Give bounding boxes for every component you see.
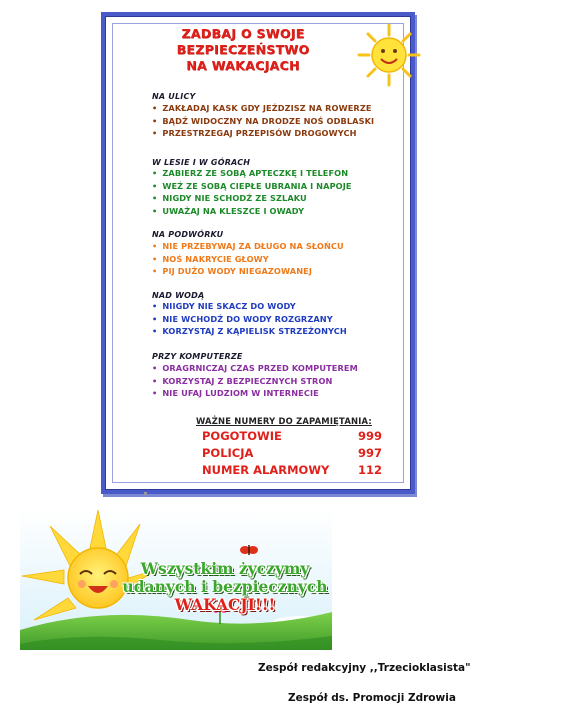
section-heading-forest: W LESIE I W GÓRACH	[152, 158, 251, 167]
list-item: • ZAKŁADAJ KASK GDY JEŹDZISZ NA ROWERZE	[152, 102, 374, 115]
section-list-street	[152, 102, 374, 140]
section-list-computer	[152, 362, 358, 400]
poster-title	[128, 26, 358, 74]
number-label: POGOTOWIE	[202, 429, 282, 443]
banner-line-3: WAKACJI!!!	[174, 595, 276, 614]
section-heading-computer: PRZY KOMPUTERZE	[152, 352, 243, 361]
section-list-forest	[152, 167, 352, 217]
list-item: • ZABIERZ ZE SOBĄ APTECZKĘ I TELEFON	[152, 167, 352, 180]
list-item: • PIJ DUŻO WODY NIEGAZOWANEJ	[152, 265, 344, 278]
list-item: • BĄDŹ WIDOCZNY NA DRODZE NOŚ ODBLASKI	[152, 115, 374, 128]
number-label: POLICJA	[202, 446, 254, 460]
list-item: • KORZYSTAJ Z BEZPIECZNYCH STRON	[152, 375, 358, 388]
number-value: 112	[357, 463, 382, 477]
list-item: • NOŚ NAKRYCIE GŁOWY	[152, 253, 344, 266]
list-item: • NIE WCHODŹ DO WODY ROZGRZANY	[152, 313, 347, 326]
banner-greeting	[90, 560, 360, 614]
number-value: 997	[357, 446, 382, 460]
poster-title-line-2: BEZPIECZEŃSTWO	[176, 42, 310, 57]
credit-health-team: Zespół ds. Promocji Zdrowia	[288, 692, 456, 704]
list-item: • WEŹ ZE SOBĄ CIEPŁE UBRANIA I NAPOJE	[152, 180, 352, 193]
banner-line-1: Wszystkim życzymy	[140, 559, 310, 578]
stray-mark	[144, 492, 147, 495]
number-label: NUMER ALARMOWY	[202, 463, 330, 477]
poster-title-line-1: ZADBAJ O SWOJE	[181, 26, 305, 41]
list-item: • NIGDY NIE SCHODŹ ZE SZLAKU	[152, 192, 352, 205]
section-heading-yard: NA PODWÓRKU	[152, 230, 224, 239]
list-item: • UWAŻAJ NA KLESZCE I OWADY	[152, 205, 352, 218]
list-item: • NIIGDY NIE SKACZ DO WODY	[152, 300, 347, 313]
number-value: 999	[357, 429, 382, 443]
banner-line-2: udanych i bezpiecznych	[122, 577, 328, 596]
section-heading-street: NA ULICY	[152, 92, 196, 101]
list-item: • PRZESTRZEGAJ PRZEPISÓW DROGOWYCH	[152, 127, 374, 140]
numbers-heading: WAŻNE NUMERY DO ZAPAMIĘTANIA:	[196, 416, 372, 426]
section-list-water	[152, 300, 347, 338]
list-item: • NIE PRZEBYWAJ ZA DŁUGO NA SŁOŃCU	[152, 240, 344, 253]
credit-editorial-team: Zespół redakcyjny ,,Trzecioklasista"	[258, 662, 471, 674]
list-item: • KORZYSTAJ Z KĄPIELISK STRZEŻONYCH	[152, 325, 347, 338]
sun-icon	[356, 22, 422, 88]
list-item: • ORAGRNICZAJ CZAS PRZED KOMPUTEREM	[152, 362, 358, 375]
list-item: • NIE UFAJ LUDZIOM W INTERNECIE	[152, 387, 358, 400]
section-list-yard	[152, 240, 344, 278]
poster-title-line-3: NA WAKACJACH	[186, 58, 300, 73]
section-heading-water: NAD WODĄ	[152, 291, 205, 300]
